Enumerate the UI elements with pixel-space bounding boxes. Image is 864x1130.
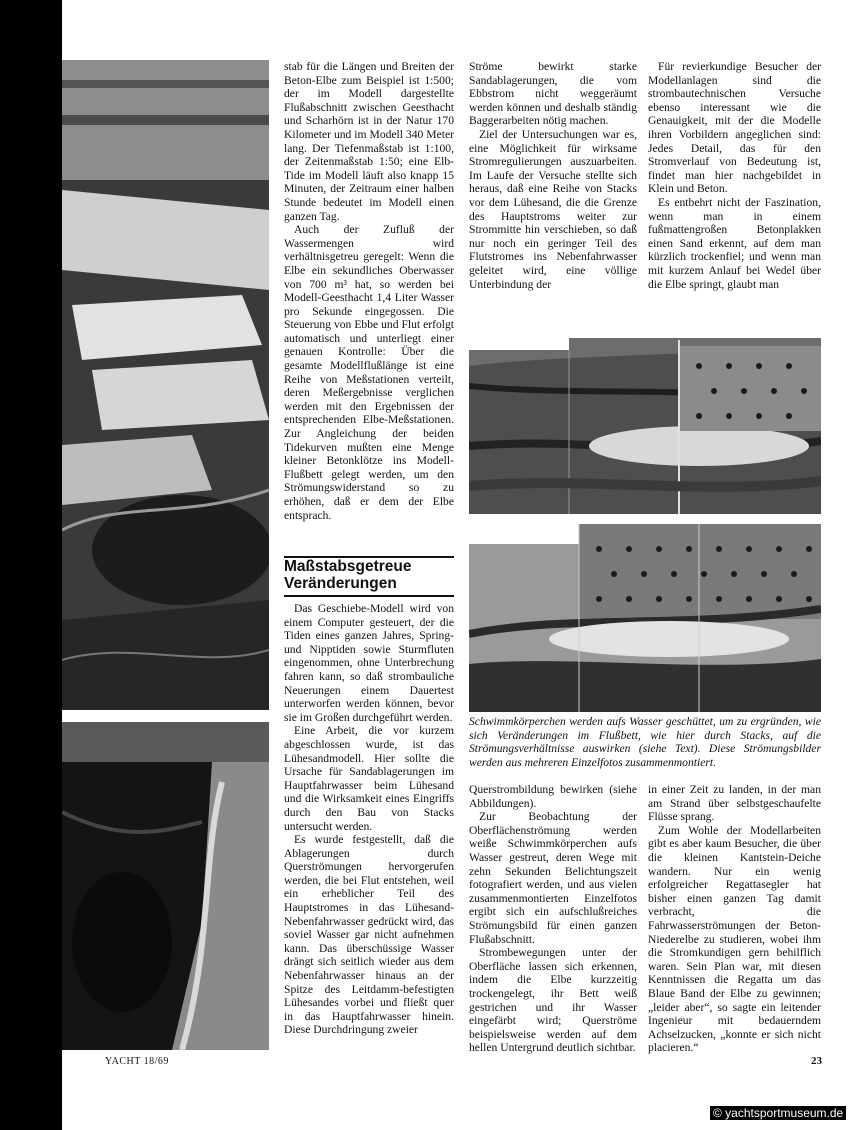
text-column-3-bottom xyxy=(648,783,821,1055)
text-column-1-top xyxy=(284,60,454,522)
text-column-2-top xyxy=(469,60,637,291)
paragraph: Querstrombildung bewirken (siehe Abbildungen). xyxy=(469,783,637,810)
section-heading: Maßstabsgetreue Veränderungen xyxy=(284,558,412,592)
watermark: © yachtsportmuseum.de xyxy=(710,1106,846,1120)
magazine-issue: YACHT 18/69 xyxy=(105,1056,169,1067)
photo-caption: Schwimmkörperchen werden aufs Wasser geschüttet, um zu ergründen, wie sich Veränderungen im Flußbett, wie hier durch Stacks, auf die Strömungsverhältnisse auswirken (siehe Text). Diese Strömungsbilder werden aus mehreren Einzelfotos zusammenmontiert. xyxy=(469,715,821,769)
flow-photo-montage-2 xyxy=(469,524,821,712)
flow-photo-montage-1 xyxy=(469,326,821,514)
paragraph: stab für die Längen und Breiten der Beton-Elbe zum Beispiel ist 1:500; der im Modell dargestellte Flußabschnitt zwischen Geesthacht und Scharhörn ist in der Natur 170 Kilometer und im Modell 340 Meter lang. Der Tiefenmaßstab ist 1:100, der Zeitenmaßstab 1:50; eine Elb-Tide im Modell läuft also knapp 15 Minuten, der Zeitraum einer halben Stunde bedeutet im Modell einen ganzen Tag. xyxy=(284,60,454,223)
paragraph: Es wurde festgestellt, daß die Ablagerungen durch Querströmungen hervorgerufen werden, die bei Flut entstehen, weil ein erheblicher Teil des Hauptstromes in das Lühesand-Nebenfahrwasser gedrückt wird, das soviel Wasser gar nicht aufnehmen kann. Das überschüssige Wasser drängt sich seitlich wieder aus dem Nebenfahrwasser hinaus an der Spitze des Leitdamm-befestigten Lühesandes vorbei und fließt quer in das Hauptfahrwasser hinein. Diese Durchdringung zweier xyxy=(284,833,454,1037)
river-model-photo-bottom xyxy=(62,722,269,1050)
text-column-2-bottom xyxy=(469,783,637,1055)
paragraph: in einer Zeit zu landen, in der man am Strand über selbstgeschaufelte Flüsse sprang. xyxy=(648,783,821,824)
paragraph: Eine Arbeit, die vor kurzem abgeschlossen wurde, ist das Lühesandmodell. Hier sollte die Ursache für Sandablagerungen im Hauptfahrwasser beim Lühesand und die Wirksamkeit eines Eingriffs durch den Bau von Stacks untersucht werden. xyxy=(284,724,454,833)
page-number: 23 xyxy=(811,1055,822,1067)
paragraph: Zum Wohle der Modellarbeiten gibt es aber kaum Besucher, die über die kleinen Kantstein-Deiche wandern. Nur ein wenig erfolgreicher Regattasegler hat bisher einen ganzen Tag damit verbracht, die Fahrwasserströmungen der Beton-Niederelbe zu studieren, wobei ihm die Stromkundigen gern behilflich waren. Sein Plan war, mit diesen Kenntnissen die Regatta um das Blaue Band der Elbe zu gewinnen; „leider aber“, so sagte ein leitender Ingenieur mit bedauerndem Achselzucken, „konnte er sich nicht placieren.“ xyxy=(648,823,821,1055)
paragraph: Das Geschiebe-Modell wird von einem Computer gesteuert, der die Tiden eines ganzen Jahres, Spring- und Nipptiden sowie Sturmfluten eingenommen, ohne Unterbrechung fahren kann, so daß strombauliche Neuerungen einem Dauertest unterworfen werden können, bevor sie im Großen durchgeführt werden. xyxy=(284,602,454,724)
paragraph: Strombewegungen unter der Oberfläche lassen sich erkennen, indem die Elbe kurzzeitig trockengelegt, ihr Bett weiß gestrichen und ihr Wasser eingefärbt wird; Querströme beispielsweise werden auf dem hellen Untergrund deutlich sichtbar. xyxy=(469,946,637,1055)
paragraph: Es entbehrt nicht der Faszination, wenn man in einem fußmattengroßen Betonplakken einen Sand erkennt, auf dem man kürzlich trockenfiel; und wenn man mit kurzem Anlauf bei Wedel über die Elbe springt, glaubt man xyxy=(648,195,821,291)
text-column-3-top xyxy=(648,60,821,291)
river-model-photo-top xyxy=(62,60,269,710)
paragraph: Ströme bewirkt starke Sandablagerungen, die vom Ebbstrom nicht weggeräumt werden können und deshalb ständig Baggerarbeiten nötig machen. xyxy=(469,60,637,128)
heading-rule-bottom xyxy=(284,595,454,597)
paragraph: Zur Beobachtung der Oberflächenströmung werden weiße Schwimmkörperchen aufs Wasser gestreut, deren Wege mit zehn Sekunden Belichtungszeit fotografiert werden, und aus vielen zusammenmontierten Einzelfotos ergibt sich ein aufschlußreiches Strömungsbild für einen ganzen Flußabschnitt. xyxy=(469,810,637,946)
black-margin-bar xyxy=(0,0,62,1130)
heading-rule-top xyxy=(284,556,454,558)
paragraph: Ziel der Untersuchungen war es, eine Möglichkeit für wirksame Stromregulierungen auszuarbeiten. Im Laufe der Versuche stellte sich heraus, daß eine Reihe von Stacks vor dem Lühesand, die die Grenze des Hauptstroms weiter zur Strommitte hin verschieben, so daß nur noch ein geringer Teil des Flutstromes ins Nebenfahrwasser geleitet wird, eine völlige Unterbindung der xyxy=(469,127,637,291)
text-column-1-bottom xyxy=(284,602,454,1037)
paragraph: Für revierkundige Besucher der Modellanlagen sind die strombautechnischen Versuche ebenso interessant wie die Genauigkeit, mit der die Modelle ihren Vorbildern angeglichen sind: Jedes Detail, das für den Stromverlauf von Bedeutung ist, findet man hier nachgebildet in Klein und Beton. xyxy=(648,60,821,196)
paragraph: Auch der Zufluß der Wassermengen wird verhältnisgetreu geregelt: Wenn die Elbe ein sekundliches Oberwasser von 700 m³ hat, so werden bei Modell-Geesthacht 1,4 Liter Wasser pro Sekunde eingegossen. Die Steuerung von Ebbe und Flut erfolgt automatisch und unterliegt einer genauen Kontrolle: Über die gesamte Modellflußlänge ist eine Reihe von Meßstationen verteilt, deren Meßergebnisse verglichen werden mit den Ergebnissen der entsprechenden Elbe-Meßstationen. Zur Angleichung der beiden Tidekurven mußten eine Menge kleiner Betonklötze ins Modell-Flußbett gelegt werden, um den Strömungswiderstand so zu erhöhen, daß er dem der Elbe entsprach. xyxy=(284,223,454,522)
